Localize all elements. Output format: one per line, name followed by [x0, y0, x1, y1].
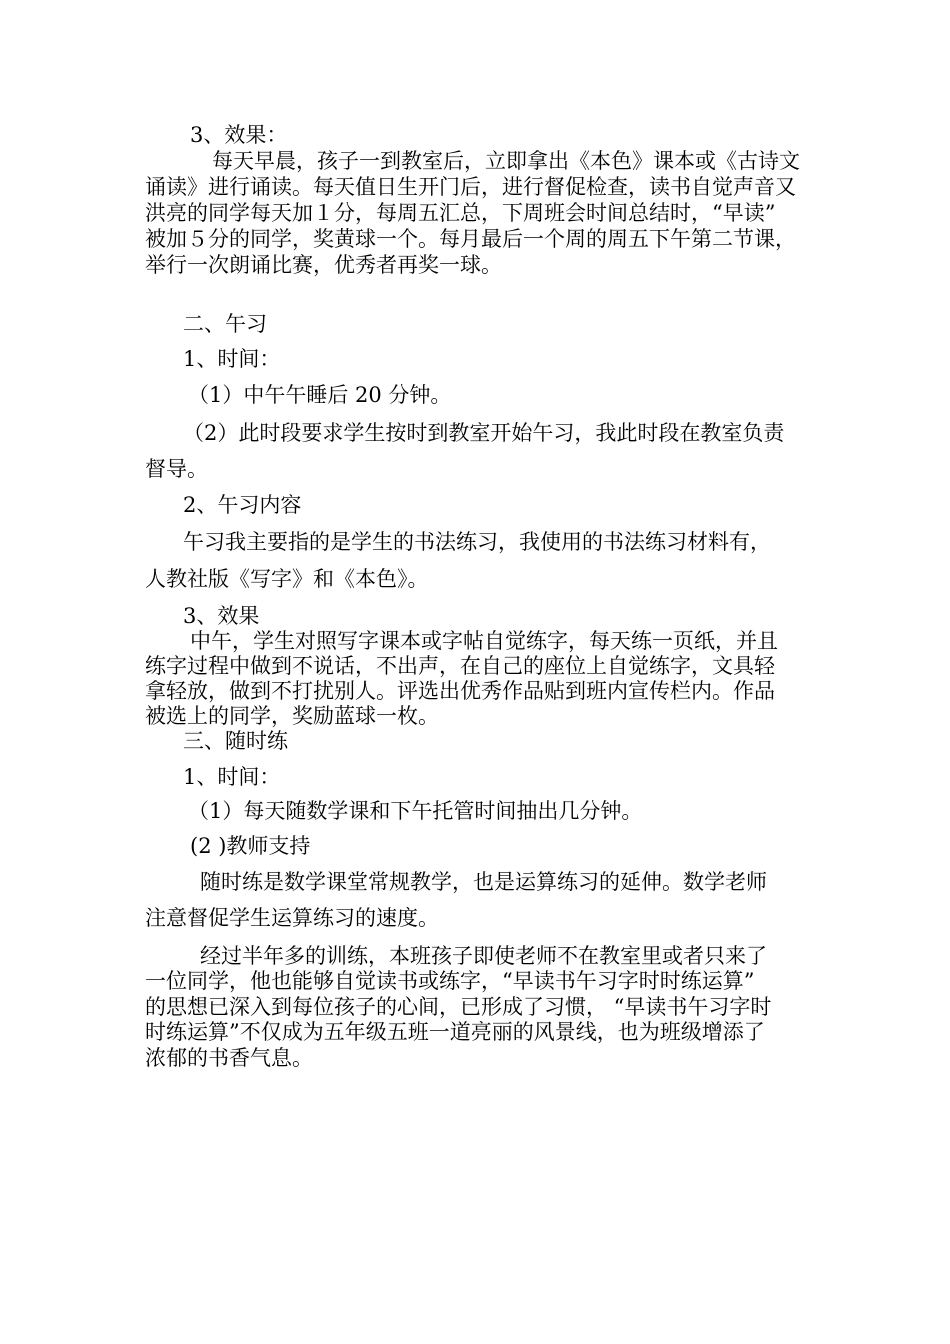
section-heading: 二、午习 — [183, 312, 267, 336]
subsection-heading: 1、时间： — [183, 765, 281, 789]
paragraph-line: 拿轻放，做到不打扰别人。评选出优秀作品贴到班内宣传栏内。作品 — [145, 679, 775, 703]
paragraph-line: 一位同学，他也能够自觉读书或练字，“早读书午习字时时练运算” — [145, 969, 755, 993]
paragraph-line: 浓郁的书香气息。 — [145, 1046, 313, 1070]
subsection-heading: 1、时间： — [183, 347, 281, 371]
paragraph-line: 被选上的同学，奖励蓝球一枚。 — [145, 704, 439, 728]
paragraph-line: 诵读》进行诵读。每天值日生开门后，进行督促检查，读书自觉声音又 — [145, 175, 796, 199]
list-item: （1）中午午睡后 20 分钟。 — [188, 383, 452, 407]
paragraph-line: 洪亮的同学每天加１分，每周五汇总，下周班会时间总结时，“早读” — [145, 201, 776, 225]
list-item: （1）每天随数学课和下午托管时间抽出几分钟。 — [188, 799, 643, 823]
paragraph-line: 注意督促学生运算练习的速度。 — [145, 906, 439, 930]
paragraph-line: 的思想已深入到每位孩子的心间，已形成了习惯， “早读书午习字时 — [145, 995, 772, 1019]
paragraph-line: 中午，学生对照写字课本或字帖自觉练字，每天练一页纸，并且 — [190, 629, 778, 653]
list-item: （2）此时段要求学生按时到教室开始午习，我此时段在教室负责 — [183, 421, 785, 445]
section-heading: 三、随时练 — [183, 729, 288, 753]
subsection-heading: 3、效果 — [183, 604, 260, 628]
paragraph-line: 随时练是数学课堂常规教学，也是运算练习的延伸。数学老师 — [200, 870, 767, 894]
paragraph-line: 举行一次朗诵比赛，优秀者再奖一球。 — [145, 253, 502, 277]
list-item: (2 )教师支持 — [190, 834, 311, 858]
paragraph-line: 午习我主要指的是学生的书法练习，我使用的书法练习材料有， — [183, 530, 771, 554]
effect-heading: 3、效果： — [190, 123, 288, 147]
paragraph-line: 每天早晨，孩子一到教室后，立即拿出《本色》课本或《古诗文 — [212, 149, 800, 173]
list-item-continuation: 督导。 — [145, 457, 208, 481]
paragraph-line: 练字过程中做到不说话，不出声，在自己的座位上自觉练字，文具轻 — [145, 654, 775, 678]
subsection-heading: 2、午习内容 — [183, 493, 302, 517]
paragraph-line: 人教社版《写字》和《本色》。 — [145, 567, 429, 591]
paragraph-line: 经过半年多的训练，本班孩子即使老师不在教室里或者只来了 — [200, 944, 767, 968]
paragraph-line: 被加５分的同学，奖黄球一个。每月最后一个周的周五下午第二节课， — [145, 227, 796, 251]
paragraph-line: 时练运算”不仅成为五年级五班一道亮丽的风景线，也为班级增添了 — [145, 1020, 765, 1044]
